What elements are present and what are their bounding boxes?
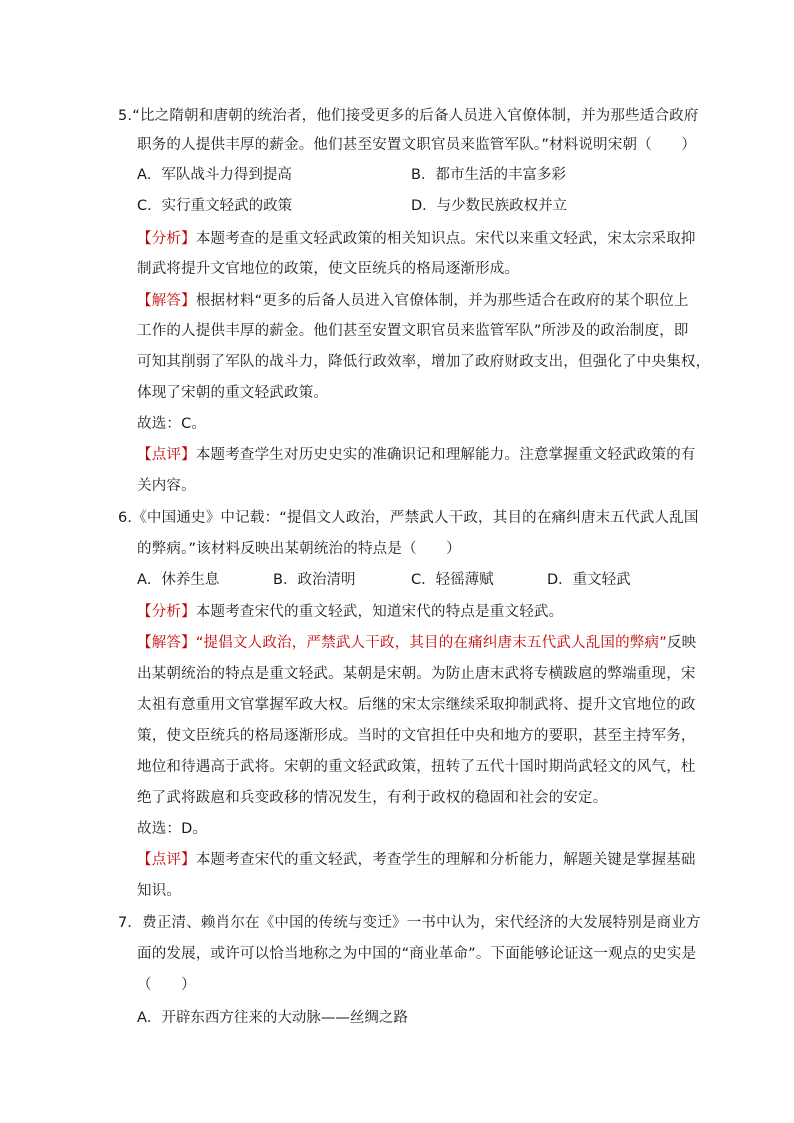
q5-answer-line-2: 工作的人提供丰厚的薪金。他们甚至安置文职官员来监管军队”所涉及的政治制度，即 <box>137 323 689 339</box>
q5-option-a: A．军队战斗力得到提高 <box>137 167 292 183</box>
q5-comment-text-1: 本题考查学生对历史史实的准确识记和理解能力。注意掌握重文轻武政策的有 <box>195 447 696 463</box>
q6-analysis-tag: 【分析】 <box>137 604 196 620</box>
q7-stem-line-3: （ ） <box>137 977 196 993</box>
q5-option-d: D．与少数民族政权并立 <box>411 198 568 214</box>
q5-stem-line-1: 5.“比之隋朝和唐朝的统治者，他们接受更多的后备人员进入官僚体制，并为那些适合政府 <box>118 108 699 124</box>
q6-answer-line-6: 绝了武将跋扈和兵变政移的情况发生，有利于政权的稳固和社会的安定。 <box>137 790 608 806</box>
q5-option-b: B．都市生活的丰富多彩 <box>411 167 566 183</box>
q7-stem-line-2: 面的发展，或许可以恰当地称之为中国的“商业革命”。下面能够论证这一观点的史实是 <box>137 946 697 962</box>
q6-answer-line-3: 太祖有意重用文官掌握军政大权。后继的宋太宗继续采取抑制武将、提升文官地位的政 <box>137 697 696 713</box>
q6-answer-line-2: 出某朝统治的特点是重文轻武。某朝是宋朝。为防止唐末武将专横跋扈的弊端重现，宋 <box>137 666 696 682</box>
q7-option-a: A．开辟东西方往来的大动脉——丝绸之路 <box>137 1010 408 1026</box>
q7-stem-line-1: 7．费正清、赖肖尔在《中国的传统与变迁》一书中认为，宋代经济的大发展特别是商业方 <box>118 915 701 931</box>
q5-comment-line-1 <box>137 445 696 465</box>
q6-stem-line-1: 6.《中国通史》中记载：“提倡文人政治，严禁武人干政，其目的在痛纠唐末五代武人乱国 <box>118 510 699 526</box>
q6-analysis-line-1 <box>137 602 563 622</box>
q6-choice: 故选：D。 <box>137 821 208 837</box>
q5-analysis-text-1: 本题考查的是重文轻武政策的相关知识点。宋代以来重文轻武，宋太宗采取抑 <box>195 231 696 247</box>
q5-answer-tag: 【解答】 <box>137 293 196 309</box>
q5-choice: 故选：C。 <box>137 416 207 432</box>
q5-stem-line-2: 职务的人提供丰厚的薪金。他们甚至安置文职官员来监管军队。”材料说明宋朝（ ） <box>137 137 697 153</box>
q5-answer-line-1 <box>137 291 689 311</box>
q5-answer-line-3: 可知其削弱了军队的战斗力，降低行政效率，增加了政府财政支出，但强化了中央集权， <box>137 354 711 370</box>
q5-comment-tag: 【点评】 <box>137 447 196 463</box>
q5-analysis-line-2: 制武将提升文官地位的政策，使文臣统兵的格局逐渐形成。 <box>137 261 520 277</box>
q5-option-c: C．实行重文轻武的政策 <box>137 198 293 214</box>
q6-answer-line-5: 地位和待遇高于武将。宋朝的重文轻武政策，扭转了五代十国时期尚武轻文的风气，杜 <box>137 759 696 775</box>
q6-answer-quote: “提倡文人政治，严禁武人干政，其目的在痛纠唐末五代武人乱国的弊病” <box>195 635 667 651</box>
q6-option-a: A．休养生息 <box>137 572 220 588</box>
q6-answer-line-1 <box>137 633 696 653</box>
q6-answer-line-4: 策，使文臣统兵的格局逐渐形成。当时的文官担任中央和地方的要职，甚至主持军务， <box>137 728 696 744</box>
q6-comment-line-1 <box>137 850 696 870</box>
q6-option-d: D．重文轻武 <box>547 572 631 588</box>
q6-comment-tag: 【点评】 <box>137 852 196 868</box>
q6-stem-line-2: 的弊病。”该材料反映出某朝统治的特点是（ ） <box>137 541 461 557</box>
q6-comment-text-1: 本题考查宋代的重文轻武，考查学生的理解和分析能力，解题关键是掌握基础 <box>195 852 696 868</box>
q6-analysis-text-1: 本题考查宋代的重文轻武，知道宋代的特点是重文轻武。 <box>195 604 564 620</box>
q5-answer-text-1: 根据材料“更多的后备人员进入官僚体制，并为那些适合在政府的某个职位上 <box>195 293 689 309</box>
q6-option-b: B．政治清明 <box>273 572 356 588</box>
q6-option-c: C．轻徭薄赋 <box>411 572 494 588</box>
q6-answer-tag: 【解答】 <box>137 635 196 651</box>
q5-analysis-line-1 <box>137 229 696 249</box>
q5-answer-line-4: 体现了宋朝的重文轻武政策。 <box>137 385 329 401</box>
q6-answer-text-1: 反映 <box>666 635 697 651</box>
q6-comment-line-2: 知识。 <box>137 883 182 899</box>
q5-analysis-tag: 【分析】 <box>137 231 196 247</box>
q5-comment-line-2: 关内容。 <box>137 478 196 494</box>
